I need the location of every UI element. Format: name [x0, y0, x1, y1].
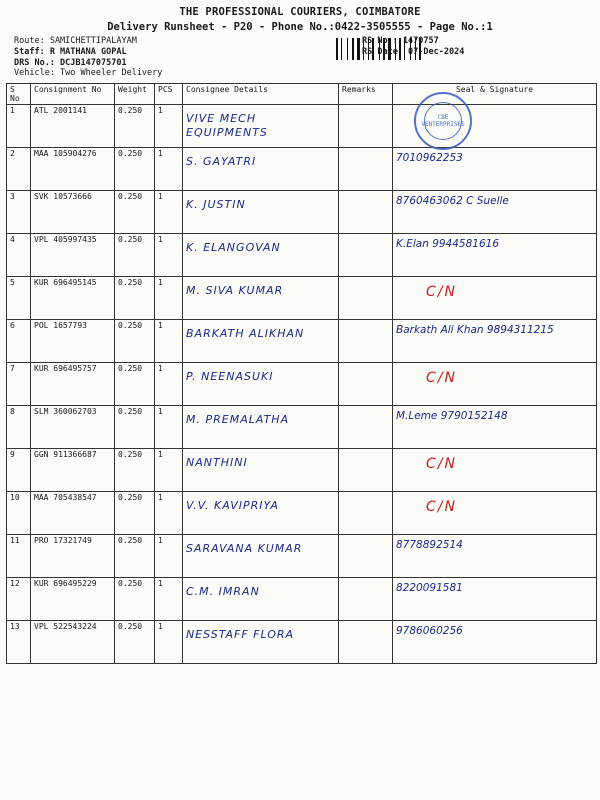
row-consignment-no-text: PRO 17321749: [34, 536, 92, 545]
receiver-signature: 8220091581: [396, 582, 463, 594]
table-row: [7, 234, 597, 277]
row-pcs: [155, 535, 183, 578]
table-row: [7, 578, 597, 621]
row-signature: [393, 320, 597, 363]
row-sno-text: 3: [10, 192, 15, 201]
table-row: [7, 621, 597, 664]
row-consignment-no-text: MAA 705438547: [34, 493, 97, 502]
row-pcs-text: 1: [158, 579, 163, 588]
row-weight-text: 0.250: [118, 321, 143, 330]
table-row: [7, 105, 597, 148]
row-remarks: [339, 535, 393, 578]
row-weight: [115, 105, 155, 148]
cn-mark: C/N: [426, 284, 457, 300]
row-consignment-no: [31, 191, 115, 234]
row-signature: [393, 621, 597, 664]
cn-mark: C/N: [426, 370, 457, 386]
row-consignment-no-text: KUR 696495229: [34, 579, 97, 588]
runsheet-table: [6, 83, 597, 664]
cn-mark: C/N: [426, 456, 457, 472]
row-weight-text: 0.250: [118, 579, 143, 588]
row-sno-text: 2: [10, 149, 15, 158]
row-sno: [7, 492, 31, 535]
receiver-signature: 7010962253: [396, 152, 463, 164]
row-signature: [393, 277, 597, 320]
row-signature: [393, 406, 597, 449]
row-consignment-no-text: MAA 105904276: [34, 149, 97, 158]
consignee-handwritten: S. GAYATRI: [186, 155, 257, 168]
row-signature: [393, 191, 597, 234]
row-sno-text: 7: [10, 364, 15, 373]
row-sno: [7, 234, 31, 277]
row-remarks: [339, 363, 393, 406]
route-label: Route: SAMICHETTIPALAYAM: [14, 36, 137, 46]
row-pcs: [155, 449, 183, 492]
row-sno: [7, 406, 31, 449]
row-consignee: [183, 191, 339, 234]
vehicle-label: Vehicle: Two Wheeler Delivery: [14, 68, 163, 79]
row-pcs: [155, 320, 183, 363]
row-remarks: [339, 191, 393, 234]
receiver-signature: M.Leme 9790152148: [396, 410, 508, 422]
row-consignee: [183, 621, 339, 664]
row-remarks: [339, 492, 393, 535]
row-weight-text: 0.250: [118, 493, 143, 502]
row-consignment-no: [31, 277, 115, 320]
row-consignee: [183, 320, 339, 363]
row-consignment-no: [31, 105, 115, 148]
seal-stamp: [414, 92, 472, 150]
row-pcs-text: 1: [158, 536, 163, 545]
row-weight: [115, 320, 155, 363]
row-consignee: [183, 406, 339, 449]
row-weight-text: 0.250: [118, 235, 143, 244]
row-weight-text: 0.250: [118, 536, 143, 545]
row-sno-text: 9: [10, 450, 15, 459]
receiver-signature: K.Elan 9944581616: [396, 238, 500, 250]
consignee-handwritten: NESSTAFF FLORA: [186, 628, 295, 641]
row-weight: [115, 234, 155, 277]
row-pcs: [155, 191, 183, 234]
consignee-handwritten: NANTHINI: [186, 456, 248, 469]
consignee-handwritten: K. JUSTIN: [186, 198, 246, 211]
row-remarks: [339, 578, 393, 621]
row-weight: [115, 492, 155, 535]
row-weight: [115, 535, 155, 578]
col-header-signature: Seal & Signature: [393, 84, 597, 105]
table-row: [7, 449, 597, 492]
row-weight-text: 0.250: [118, 106, 143, 115]
row-remarks: [339, 621, 393, 664]
row-sno-text: 4: [10, 235, 15, 244]
row-consignment-no-text: SLM 360062703: [34, 407, 97, 416]
row-consignee: [183, 105, 339, 148]
col-header-pcs: PCS: [155, 84, 183, 105]
row-sno-text: 11: [10, 536, 20, 545]
consignee-handwritten: M. PREMALATHA: [186, 413, 290, 426]
row-signature: [393, 578, 597, 621]
row-pcs: [155, 277, 183, 320]
row-sno: [7, 105, 31, 148]
row-consignee: [183, 277, 339, 320]
row-consignment-no: [31, 148, 115, 191]
drs-number: DRS No.: DCJB147075701: [14, 57, 127, 68]
row-weight-text: 0.250: [118, 149, 143, 158]
row-signature: [393, 148, 597, 191]
row-remarks: [339, 449, 393, 492]
row-weight: [115, 363, 155, 406]
barcode-bar: [336, 38, 338, 60]
row-weight: [115, 191, 155, 234]
row-weight: [115, 406, 155, 449]
row-pcs: [155, 621, 183, 664]
row-pcs: [155, 148, 183, 191]
table-row: [7, 320, 597, 363]
receiver-signature: 9786060256: [396, 625, 463, 637]
row-consignee: [183, 492, 339, 535]
table-row: [7, 406, 597, 449]
row-sno: [7, 621, 31, 664]
row-signature: [393, 363, 597, 406]
row-weight-text: 0.250: [118, 450, 143, 459]
row-consignee: [183, 535, 339, 578]
row-consignment-no-text: VPL 405997435: [34, 235, 97, 244]
consignee-handwritten: C.M. IMRAN: [186, 585, 260, 598]
row-weight: [115, 148, 155, 191]
runsheet-meta-right: [362, 36, 464, 58]
row-weight-text: 0.250: [118, 622, 143, 631]
barcode-bar: [357, 38, 360, 60]
row-remarks: [339, 320, 393, 363]
row-sno: [7, 191, 31, 234]
table-row: [7, 535, 597, 578]
page-header: [0, 6, 600, 33]
row-remarks: [339, 105, 393, 148]
row-sno: [7, 320, 31, 363]
row-pcs-text: 1: [158, 450, 163, 459]
company-name: THE PROFESSIONAL COURIERS, COIMBATORE: [179, 6, 421, 18]
table-row: [7, 492, 597, 535]
row-sno: [7, 277, 31, 320]
consignee-handwritten: K. ELANGOVAN: [186, 241, 281, 254]
row-weight: [115, 621, 155, 664]
table-row: [7, 277, 597, 320]
consignee-handwritten: BARKATH ALIKHAN: [186, 327, 305, 340]
row-consignment-no: [31, 363, 115, 406]
row-remarks: [339, 234, 393, 277]
row-remarks: [339, 148, 393, 191]
row-consignment-no-text: SVK 10573666: [34, 192, 92, 201]
staff-label: Staff: R MATHANA GOPAL: [14, 46, 127, 57]
row-consignee: [183, 148, 339, 191]
row-weight: [115, 578, 155, 621]
row-signature: [393, 492, 597, 535]
consignee-handwritten: M. SIVA KUMAR: [186, 284, 284, 297]
row-pcs: [155, 492, 183, 535]
row-sno-text: 10: [10, 493, 20, 502]
row-consignment-no: [31, 621, 115, 664]
row-sno-text: 6: [10, 321, 15, 330]
seal-stamp-inner: [421, 102, 465, 140]
row-pcs-text: 1: [158, 493, 163, 502]
consignee-handwritten: SARAVANA KUMAR: [186, 542, 303, 555]
barcode-bar: [341, 38, 342, 60]
row-consignment-no: [31, 320, 115, 363]
table-row: [7, 148, 597, 191]
row-consignment-no-text: POL 1657793: [34, 321, 87, 330]
row-pcs-text: 1: [158, 106, 163, 115]
row-sno-text: 1: [10, 106, 15, 115]
table-row: [7, 363, 597, 406]
receiver-signature: 8778892514: [396, 539, 463, 551]
receiver-signature: 8760463062 C Suelle: [396, 195, 509, 207]
row-consignment-no: [31, 234, 115, 277]
row-weight-text: 0.250: [118, 192, 143, 201]
row-pcs-text: 1: [158, 321, 163, 330]
row-consignee: [183, 578, 339, 621]
row-consignment-no-text: GGN 911366687: [34, 450, 97, 459]
row-pcs-text: 1: [158, 149, 163, 158]
rs-number: RS No.: 1470757: [362, 36, 439, 46]
row-sno: [7, 148, 31, 191]
row-pcs-text: 1: [158, 622, 163, 631]
row-weight-text: 0.250: [118, 407, 143, 416]
row-consignee: [183, 234, 339, 277]
row-consignment-no: [31, 449, 115, 492]
row-consignment-no: [31, 406, 115, 449]
row-pcs-text: 1: [158, 407, 163, 416]
barcode-bar: [352, 38, 354, 60]
row-signature: [393, 535, 597, 578]
table-header-row: [7, 84, 597, 105]
consignee-handwritten: VIVE MECH EQUIPMENTS: [186, 112, 268, 139]
runsheet-meta-left: [14, 36, 162, 79]
row-sno-text: 13: [10, 622, 20, 631]
seal-stamp-text: CBE VENTERPRISES: [421, 114, 465, 128]
row-pcs: [155, 406, 183, 449]
row-sno: [7, 363, 31, 406]
row-pcs: [155, 363, 183, 406]
row-consignee: [183, 449, 339, 492]
row-sno-text: 8: [10, 407, 15, 416]
receiver-signature: Barkath Ali Khan 9894311215: [396, 324, 554, 336]
row-consignment-no: [31, 492, 115, 535]
row-pcs: [155, 234, 183, 277]
row-consignment-no-text: KUR 696495757: [34, 364, 97, 373]
table-row: [7, 191, 597, 234]
row-weight: [115, 277, 155, 320]
row-pcs-text: 1: [158, 278, 163, 287]
col-header-sno: S No: [7, 84, 31, 105]
runsheet-title: Delivery Runsheet - P20 - Phone No.:0422-3505555 - Page No.:1: [107, 21, 493, 33]
row-remarks: [339, 277, 393, 320]
row-consignment-no: [31, 535, 115, 578]
row-sno-text: 5: [10, 278, 15, 287]
row-pcs: [155, 578, 183, 621]
row-consignment-no-text: VPL 522543224: [34, 622, 97, 631]
col-header-consignment: Consignment No: [31, 84, 115, 105]
row-sno-text: 12: [10, 579, 20, 588]
consignee-handwritten: V.V. KAVIPRIYA: [186, 499, 279, 512]
row-consignment-no-text: KUR 696495145: [34, 278, 97, 287]
row-pcs: [155, 105, 183, 148]
row-pcs-text: 1: [158, 192, 163, 201]
rs-date: RS Date: 07-Dec-2024: [362, 46, 465, 57]
row-weight-text: 0.250: [118, 278, 143, 287]
cn-mark: C/N: [426, 499, 457, 515]
row-sno: [7, 578, 31, 621]
row-weight-text: 0.250: [118, 364, 143, 373]
row-sno: [7, 449, 31, 492]
row-signature: [393, 449, 597, 492]
row-weight: [115, 449, 155, 492]
row-remarks: [339, 406, 393, 449]
row-consignment-no: [31, 578, 115, 621]
col-header-remarks: Remarks: [339, 84, 393, 105]
col-header-weight: Weight: [115, 84, 155, 105]
row-consignee: [183, 363, 339, 406]
row-pcs-text: 1: [158, 235, 163, 244]
row-consignment-no-text: ATL 2001141: [34, 106, 87, 115]
row-sno: [7, 535, 31, 578]
consignee-handwritten: P. NEENASUKI: [186, 370, 274, 383]
row-pcs-text: 1: [158, 364, 163, 373]
col-header-consignee: Consignee Details: [183, 84, 339, 105]
barcode-bar: [347, 38, 348, 60]
row-signature: [393, 234, 597, 277]
